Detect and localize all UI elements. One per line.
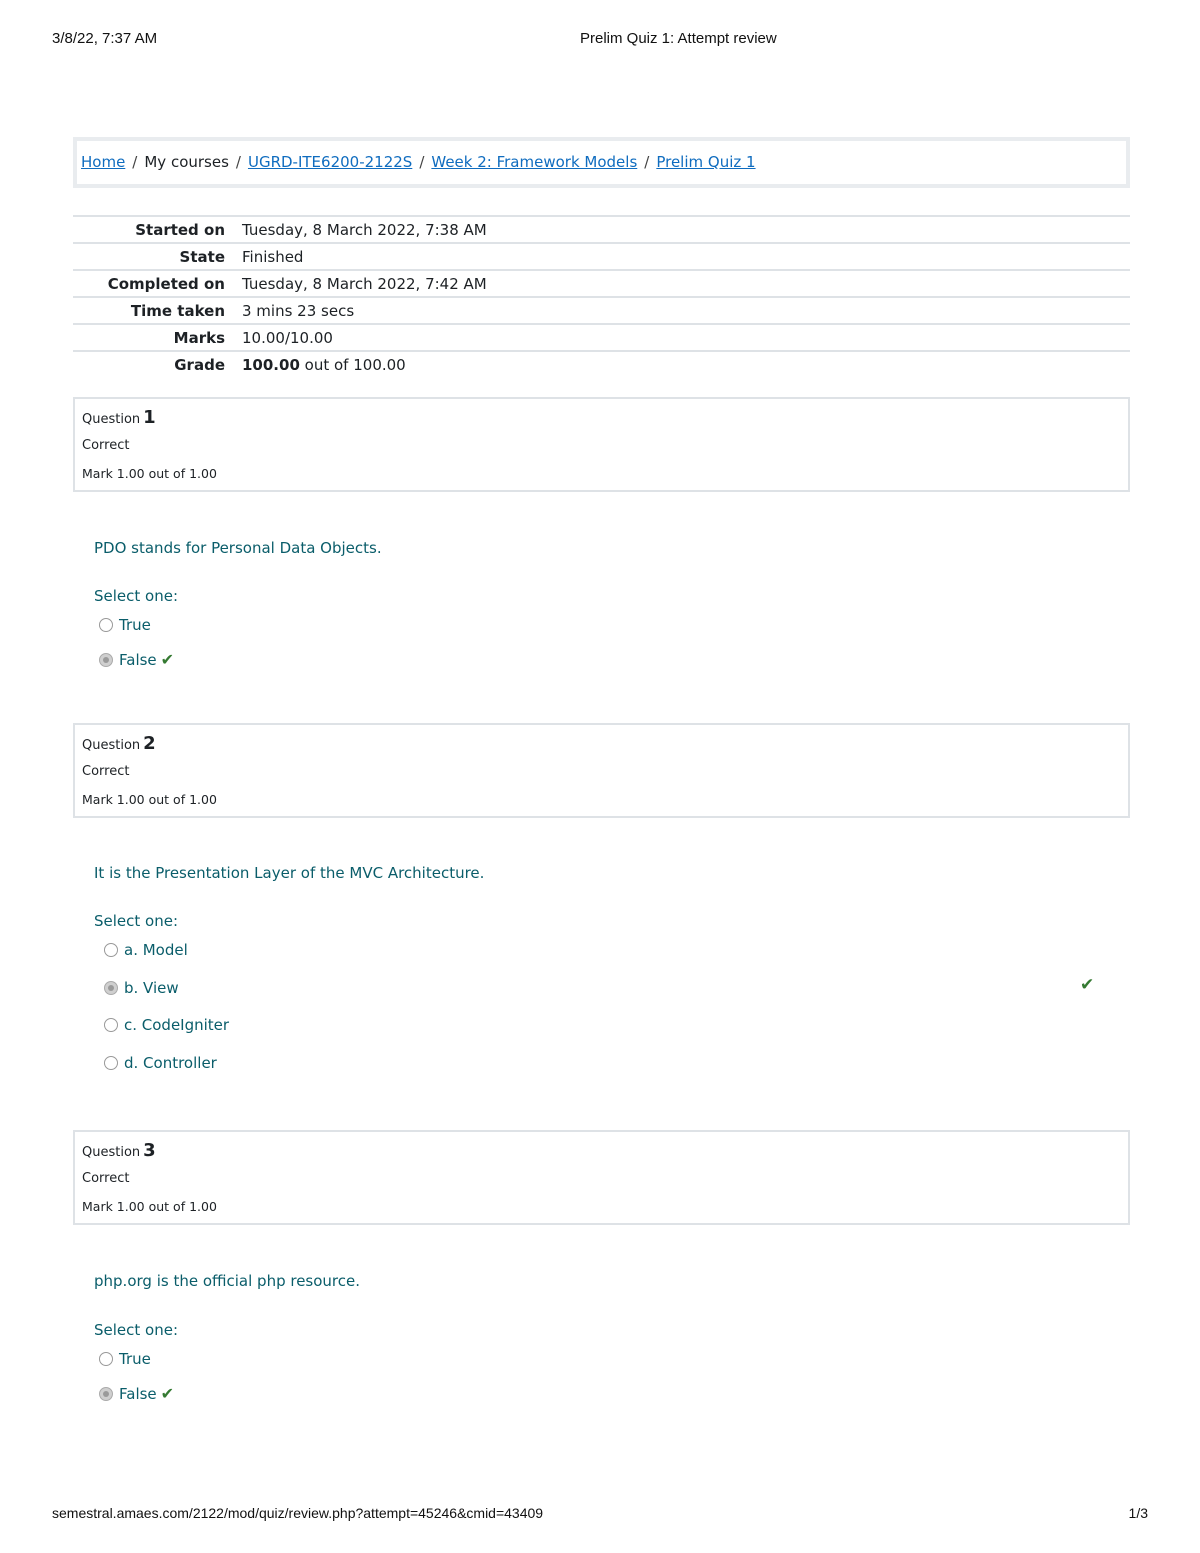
- question-text-1: PDO stands for Personal Data Objects.: [94, 539, 382, 557]
- question-state: Correct: [82, 1171, 130, 1186]
- select-one-prompt: Select one:: [94, 1321, 179, 1339]
- breadcrumb-section-link[interactable]: Week 2: Framework Models: [431, 153, 638, 171]
- breadcrumb-container: [73, 137, 1130, 188]
- print-footer: [52, 1505, 1148, 1525]
- print-page-number: 1/3: [1128, 1505, 1148, 1521]
- option-label: False: [119, 1385, 157, 1403]
- radio-button[interactable]: [99, 618, 113, 632]
- breadcrumb-quiz-link[interactable]: Prelim Quiz 1: [656, 153, 756, 171]
- option-label: True: [119, 1350, 151, 1368]
- summary-value: [233, 351, 1130, 378]
- option-label: a. Model: [124, 941, 188, 959]
- question-number-value: 2: [143, 733, 156, 754]
- answer-option-q3-false[interactable]: [99, 1384, 174, 1403]
- select-one-prompt: Select one:: [94, 587, 179, 605]
- breadcrumb-separator: /: [644, 153, 650, 171]
- breadcrumb-home-link[interactable]: Home: [81, 153, 126, 171]
- question-number: [82, 1140, 156, 1161]
- radio-button[interactable]: [99, 1352, 113, 1366]
- summary-value: Tuesday, 8 March 2022, 7:42 AM: [242, 274, 487, 293]
- question-number: [82, 407, 156, 428]
- summary-label: Time taken: [130, 301, 225, 320]
- question-state: Correct: [82, 764, 130, 779]
- breadcrumb-course-link[interactable]: UGRD-ITE6200-2122S: [247, 153, 413, 171]
- breadcrumb-my-courses: My courses: [144, 153, 229, 171]
- grade-score: 100.00: [242, 356, 300, 374]
- summary-value: Tuesday, 8 March 2022, 7:38 AM: [242, 220, 487, 239]
- summary-row-state: [73, 243, 1130, 270]
- summary-label: Grade: [174, 356, 225, 374]
- breadcrumb-separator: /: [419, 153, 425, 171]
- question-label: Question: [82, 412, 141, 427]
- answer-option-q1-false[interactable]: [99, 650, 174, 669]
- check-icon: ✔: [160, 1384, 175, 1403]
- option-label: True: [119, 616, 151, 634]
- question-label: Question: [82, 738, 141, 753]
- answer-option-q2-a[interactable]: [104, 941, 188, 959]
- radio-button[interactable]: [104, 943, 118, 957]
- question-mark: Mark 1.00 out of 1.00: [82, 1199, 217, 1214]
- radio-button-selected[interactable]: [99, 653, 113, 667]
- question-text-2: It is the Presentation Layer of the MVC Architecture.: [94, 864, 485, 882]
- answer-option-q2-b[interactable]: [104, 979, 179, 997]
- attempt-summary-table: [73, 215, 1130, 378]
- question-mark: Mark 1.00 out of 1.00: [82, 466, 217, 481]
- summary-label: Started on: [135, 220, 225, 239]
- option-label: d. Controller: [124, 1054, 217, 1072]
- print-header: [52, 30, 1148, 50]
- summary-row-grade: [73, 351, 1130, 378]
- summary-label: State: [179, 247, 225, 266]
- check-icon: ✔: [160, 650, 175, 669]
- breadcrumb-separator: /: [235, 153, 241, 171]
- question-number: [82, 733, 156, 754]
- print-url: semestral.amaes.com/2122/mod/quiz/review.php?attempt=45246&cmid=43409: [52, 1505, 544, 1521]
- summary-row-marks: [73, 324, 1130, 351]
- print-title: Prelim Quiz 1: Attempt review: [580, 30, 777, 47]
- question-number-value: 1: [143, 407, 156, 428]
- radio-button[interactable]: [104, 1056, 118, 1070]
- select-one-prompt: Select one:: [94, 912, 179, 930]
- summary-row-time-taken: [73, 297, 1130, 324]
- question-info-1: [73, 397, 1130, 492]
- breadcrumb-separator: /: [132, 153, 138, 171]
- question-text-3: php.org is the official php resource.: [94, 1272, 361, 1290]
- summary-label: Marks: [173, 328, 225, 347]
- question-label: Question: [82, 1145, 141, 1160]
- print-datetime: 3/8/22, 7:37 AM: [52, 30, 158, 47]
- summary-value: 10.00/10.00: [242, 328, 333, 347]
- answer-option-q2-d[interactable]: [104, 1054, 217, 1072]
- radio-button-selected[interactable]: [104, 981, 118, 995]
- question-state: Correct: [82, 438, 130, 453]
- summary-value: 3 mins 23 secs: [242, 301, 355, 320]
- option-label: c. CodeIgniter: [124, 1016, 230, 1034]
- summary-value: Finished: [242, 247, 304, 266]
- breadcrumb: [81, 153, 756, 171]
- option-label: b. View: [124, 979, 179, 997]
- answer-option-q3-true[interactable]: [99, 1350, 151, 1368]
- check-icon: ✔: [1080, 975, 1095, 995]
- answer-option-q2-c[interactable]: [104, 1016, 229, 1034]
- question-number-value: 3: [143, 1140, 156, 1161]
- question-info-2: [73, 723, 1130, 818]
- question-info-3: [73, 1130, 1130, 1225]
- radio-button[interactable]: [104, 1018, 118, 1032]
- summary-row-completed: [73, 270, 1130, 297]
- grade-out-of: out of 100.00: [304, 356, 406, 374]
- answer-option-q1-true[interactable]: [99, 616, 151, 634]
- summary-label: Completed on: [107, 274, 225, 293]
- summary-row-started: [73, 216, 1130, 243]
- question-mark: Mark 1.00 out of 1.00: [82, 792, 217, 807]
- option-label: False: [119, 651, 157, 669]
- radio-button-selected[interactable]: [99, 1387, 113, 1401]
